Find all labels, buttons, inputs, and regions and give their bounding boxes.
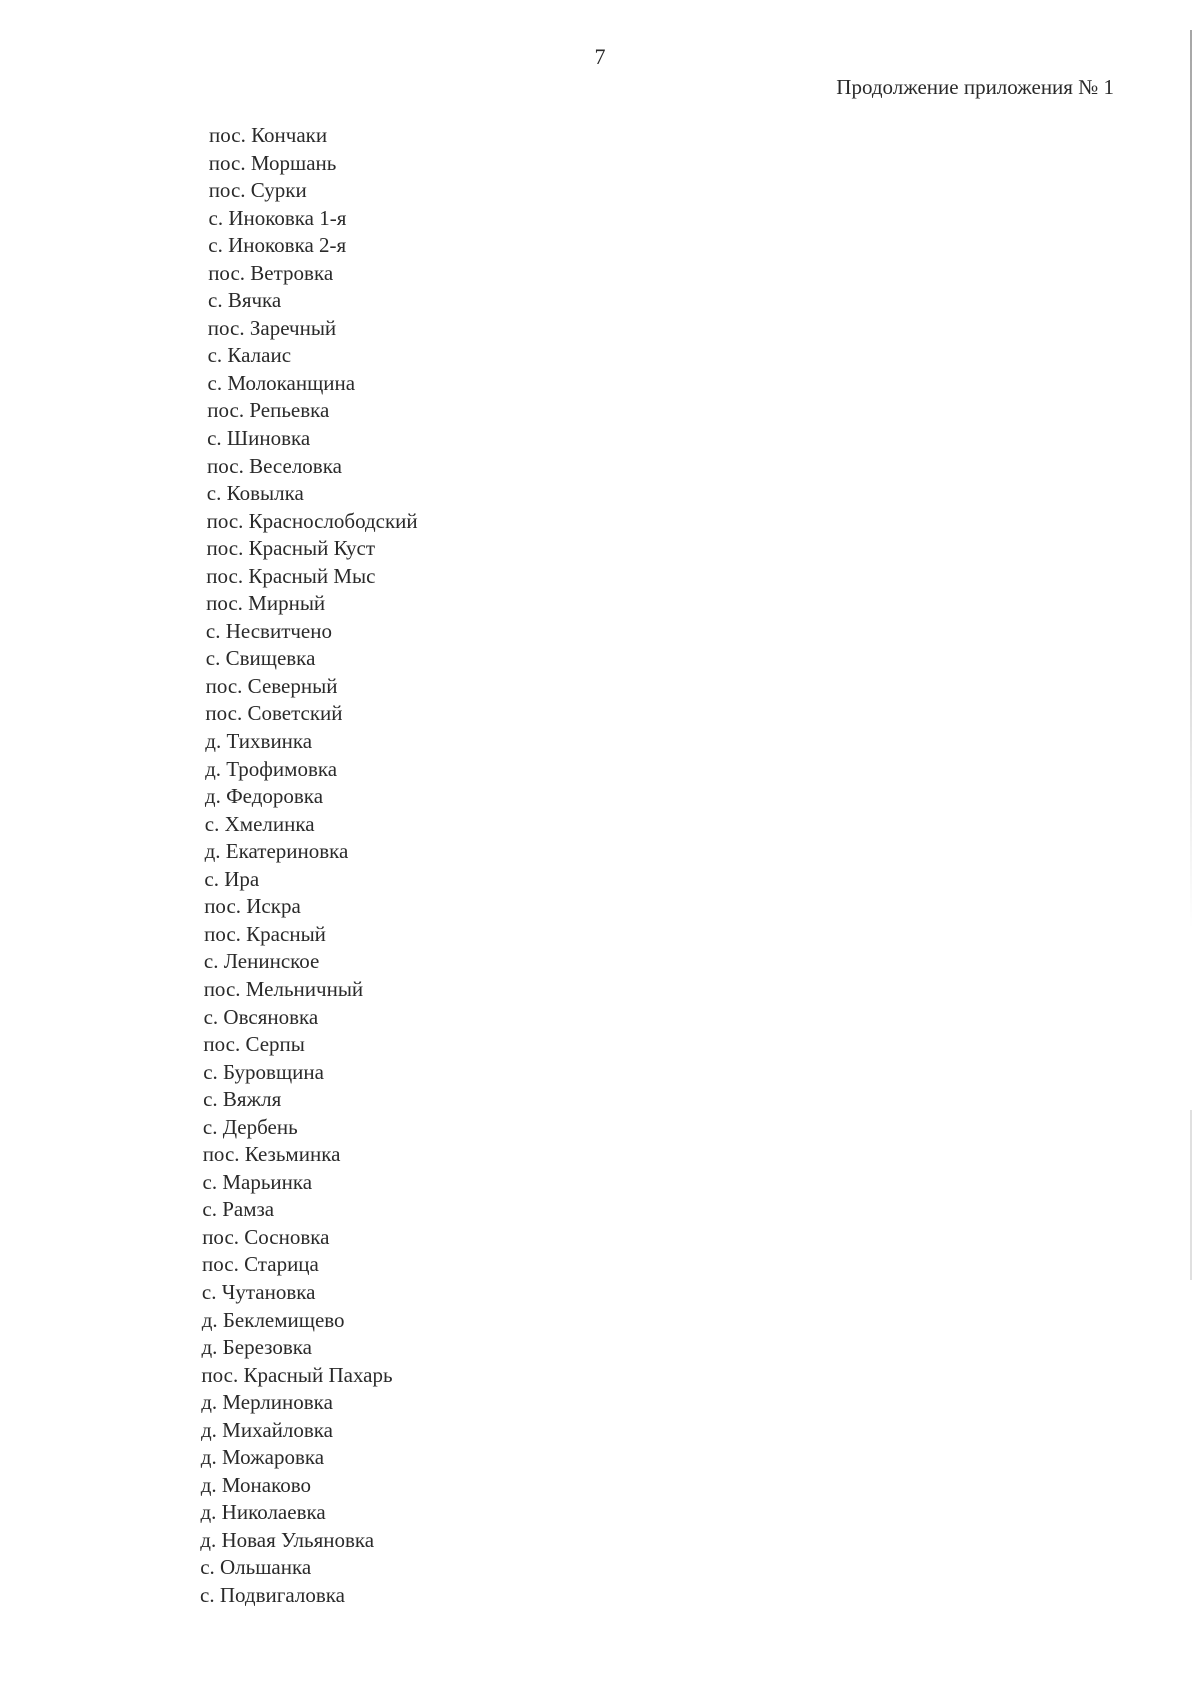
- settlement-item: с. Рамза: [202, 1197, 275, 1222]
- settlement-item: пос. Веселовка: [207, 453, 342, 478]
- settlement-item: с. Молоканщина: [207, 370, 356, 395]
- settlement-item: д. Монаково: [200, 1472, 311, 1497]
- settlement-item: с. Свищевка: [205, 646, 316, 671]
- settlement-item: пос. Мельничный: [203, 976, 364, 1001]
- settlement-item: пос. Сурки: [208, 178, 307, 203]
- settlement-item: д. Мерлиновка: [201, 1390, 333, 1415]
- settlement-item: д. Беклемищево: [201, 1307, 345, 1332]
- settlement-item: с. Хмелинка: [204, 811, 315, 836]
- settlement-item: с. Вяжля: [203, 1087, 282, 1112]
- settlement-item: с. Ира: [204, 866, 260, 891]
- settlement-item: с. Шиновка: [207, 426, 311, 451]
- settlement-item: д. Николаевка: [200, 1500, 326, 1525]
- settlement-item: с. Ленинское: [203, 949, 320, 974]
- settlement-item: с. Подвигаловка: [200, 1582, 345, 1607]
- page-number: 7: [594, 44, 606, 69]
- settlement-item: пос. Мирный: [206, 591, 326, 616]
- settlement-item: д. Можаровка: [200, 1445, 325, 1470]
- settlement-item: пос. Серпы: [203, 1032, 305, 1057]
- settlement-item: с. Ковылка: [206, 481, 304, 506]
- settlement-item: д. Березовка: [201, 1335, 312, 1360]
- settlement-item: пос. Советский: [205, 701, 343, 726]
- settlement-item: с. Марьинка: [202, 1169, 313, 1194]
- settlement-item: с. Овсяновка: [203, 1004, 319, 1029]
- settlement-list: [0, 122, 600, 1610]
- settlement-item: д. Трофимовка: [205, 756, 338, 781]
- settlement-item: с. Ольшанка: [200, 1555, 312, 1580]
- settlement-item: пос. Сосновка: [202, 1224, 330, 1249]
- settlement-item: д. Федоровка: [204, 784, 324, 809]
- settlement-item: пос. Репьевка: [207, 398, 330, 423]
- settlement-item: пос. Северный: [205, 673, 338, 698]
- settlement-item: с. Калаис: [207, 343, 292, 368]
- settlement-item: пос. Краснослободский: [206, 508, 418, 533]
- settlement-item: с. Чутановка: [201, 1279, 316, 1304]
- settlement-item: пос. Красный Куст: [206, 536, 375, 561]
- settlement-item: пос. Красный: [204, 921, 326, 946]
- settlement-item: д. Тихвинка: [205, 729, 313, 754]
- settlement-item: пос. Заречный: [207, 315, 337, 340]
- settlement-item: с. Иноковка 1-я: [208, 205, 347, 230]
- scan-edge-shadow-lower: [1190, 1110, 1192, 1280]
- settlement-item: с. Иноковка 2-я: [208, 233, 347, 258]
- settlement-item: пос. Старица: [202, 1252, 319, 1277]
- settlement-item: д. Михайловка: [201, 1417, 333, 1442]
- header-note: Продолжение приложения № 1: [836, 75, 1114, 99]
- settlement-item: д. Новая Ульяновка: [200, 1527, 375, 1552]
- settlement-item: пос. Красный Пахарь: [201, 1362, 393, 1387]
- settlement-item: пос. Кезьминка: [202, 1142, 341, 1167]
- settlement-item: пос. Искра: [204, 894, 301, 919]
- settlement-item: пос. Ветровка: [208, 260, 334, 285]
- settlement-item: с. Дербень: [202, 1114, 298, 1139]
- settlement-item: пос. Красный Мыс: [206, 563, 376, 588]
- settlement-item: с. Буровщина: [203, 1059, 324, 1084]
- scan-edge-shadow: [1190, 30, 1192, 930]
- settlement-item: пос. Кончаки: [209, 123, 328, 147]
- settlement-item: с. Несвитчено: [205, 618, 332, 643]
- settlement-item: пос. Моршань: [208, 150, 337, 175]
- settlement-item: д. Екатериновка: [204, 839, 349, 864]
- settlement-item: с. Вячка: [208, 288, 282, 313]
